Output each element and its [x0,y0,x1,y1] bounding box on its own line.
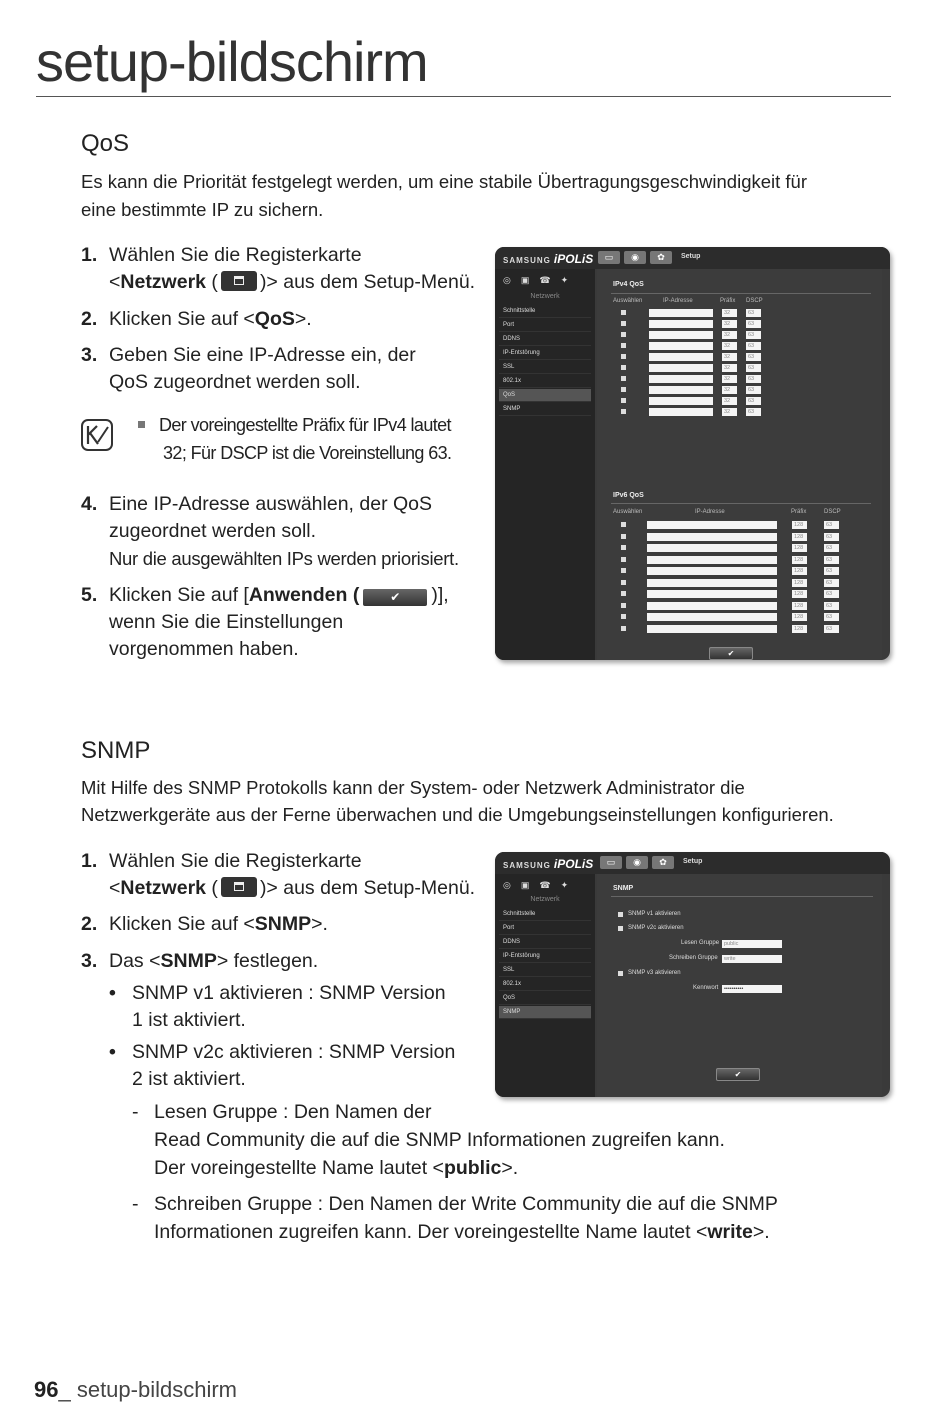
snmp-content [597,874,882,1097]
paren-open: ( [206,877,218,899]
dscp-input[interactable]: 63 [824,567,839,575]
ip-address-input[interactable] [647,533,777,541]
section-divider [611,896,873,897]
qos-content [597,269,882,660]
dash-text-end: >. [501,1157,519,1179]
row-select-checkbox[interactable] [621,568,626,573]
snmp-intro-line1: Mit Hilfe des SNMP Protokolls kann der System- oder Netzwerk Administrator die [81,777,745,798]
nav-group-label: Netzwerk [530,293,560,300]
setup-sidebar [495,874,595,1097]
step-number: 3. [81,344,98,366]
snmp-v3-checkbox[interactable] [618,971,623,976]
row-select-checkbox[interactable] [621,398,626,403]
ip-address-input[interactable] [647,590,777,598]
apply-button-icon: ✔ [363,589,427,606]
snmp-v1-label: SNMP v1 aktivieren [628,911,681,917]
qos-menu-label: QoS [254,308,295,330]
network-tab-icon [221,271,257,291]
prefix-input[interactable]: 32 [722,408,737,416]
step-text: Das < [109,950,161,972]
network-tab-icon [221,877,257,897]
row-select-checkbox[interactable] [621,332,626,337]
page-footer [34,1377,237,1403]
row-select-checkbox[interactable] [621,409,626,414]
setup-gear-icon[interactable]: ✿ [650,251,672,264]
snmp-dash-2 [132,1190,852,1246]
step-text: Wählen Sie die Registerkarte [109,850,362,872]
qos-intro-line1: Es kann die Priorität festgelegt werden, um eine stabile Übertragungsgeschwindigkeit für [81,171,808,192]
snmp-v3-label: SNMP v3 aktivieren [628,970,681,976]
qos-heading: QoS [81,130,130,157]
dash-text: Read Community die auf die SNMP Informationen zugreifen kann. [154,1129,725,1151]
nav-item-ddns[interactable]: DDNS [499,936,591,949]
col-prefix: Präfix [791,509,807,515]
ip-address-input[interactable] [647,521,777,529]
nav-item-ip-filter[interactable]: IP-Entstörung [499,950,591,963]
ip-address-input[interactable] [647,556,777,564]
ip-address-input[interactable] [649,364,713,372]
step-text: Geben Sie eine IP-Adresse ein, der [109,344,416,366]
prefix-input[interactable]: 128 [792,590,807,598]
col-dscp: DSCP [824,509,841,515]
step-text: QoS zugeordnet werden soll. [109,371,361,393]
netzwerk-label: Netzwerk [120,271,207,293]
prefix-input[interactable]: 128 [792,602,807,610]
bullet-text: SNMP v2c aktivieren : SNMP Version [132,1041,456,1063]
snmp-bullet-2 [109,1039,499,1093]
square-bullet-icon [138,421,145,428]
prefix-input[interactable]: 32 [722,397,737,405]
row-select-checkbox[interactable] [621,545,626,550]
dscp-input[interactable]: 63 [746,364,761,372]
bullet-text: 2 ist aktiviert. [132,1068,246,1090]
dscp-input[interactable]: 63 [824,590,839,598]
row-select-checkbox[interactable] [621,557,626,562]
step-number: 2. [81,308,98,330]
step-text-end: )], [431,584,449,606]
setup-label: Setup [683,858,703,865]
write-group-input[interactable]: write [722,955,782,963]
snmp-title: SNMP [613,885,634,892]
ip-address-input[interactable] [649,320,713,328]
row-select-checkbox[interactable] [621,310,626,315]
note-icon [80,418,114,452]
lt-sign: < [109,271,121,293]
apply-button[interactable]: ✔ [716,1068,760,1081]
prefix-input[interactable]: 32 [722,364,737,372]
step-text: wenn Sie die Einstellungen [109,611,344,633]
step-text-end: >. [294,308,312,330]
step-text: Wählen Sie die Registerkarte [109,244,362,266]
col-prefix: Präfix [720,298,736,304]
ip-address-input[interactable] [647,579,777,587]
ip-address-input[interactable] [649,342,713,350]
dscp-input[interactable]: 63 [824,556,839,564]
dscp-input[interactable]: 63 [746,320,761,328]
nav-item-qos[interactable]: QoS [499,992,591,1005]
ip-address-input[interactable] [649,408,713,416]
row-select-checkbox[interactable] [621,522,626,527]
dash-text: Informationen zugreifen kann. Der voreingestellte Name lautet < [154,1221,708,1243]
prefix-input[interactable]: 128 [792,533,807,541]
ip-address-input[interactable] [649,375,713,383]
setup-gear-icon[interactable]: ✿ [652,856,674,869]
prefix-input[interactable]: 32 [722,320,737,328]
row-select-checkbox[interactable] [621,354,626,359]
bullet-dot-icon: • [109,1041,116,1063]
playback-icon[interactable]: ◉ [626,856,648,869]
nav-item-ssl[interactable]: SSL [499,361,591,374]
dash-text-end: >. [752,1221,770,1243]
nav-item-ddns[interactable]: DDNS [499,333,591,346]
nav-item-qos[interactable]: QoS [499,389,591,402]
step-number: 4. [81,493,98,515]
dscp-input[interactable]: 63 [746,309,761,317]
note-text: Der voreingestellte Präfix für IPv4 lautet [159,415,451,435]
ip-address-input[interactable] [647,544,777,552]
nav-item-snmp[interactable]: SNMP [499,1006,591,1019]
nav-item-ip-filter[interactable]: IP-Entstörung [499,347,591,360]
page-number: 96 [34,1377,59,1402]
nav-item-schnittstelle[interactable]: Schnittstelle [499,305,591,318]
dscp-input[interactable]: 63 [746,375,761,383]
dscp-input[interactable]: 63 [746,342,761,350]
row-select-checkbox[interactable] [621,387,626,392]
nav-group-label: Netzwerk [530,896,560,903]
prefix-input[interactable]: 32 [722,375,737,383]
step-text: Klicken Sie auf [ [109,584,249,606]
public-default: public [443,1157,502,1179]
ip-address-input[interactable] [649,331,713,339]
row-select-checkbox[interactable] [621,376,626,381]
prefix-input[interactable]: 32 [722,309,737,317]
step-number: 5. [81,584,98,606]
dscp-input[interactable]: 63 [824,602,839,610]
bullet-text: SNMP v1 aktivieren : SNMP Version [132,982,446,1004]
row-select-checkbox[interactable] [621,365,626,370]
nav-item-8021x[interactable]: 802.1x [499,375,591,388]
snmp-step-3 [81,948,491,975]
dscp-input[interactable]: 63 [746,397,761,405]
snmp-label: SNMP [160,950,217,972]
snmp-menu-label: SNMP [254,913,312,935]
dash-text: Der voreingestellte Name lautet < [154,1157,444,1179]
snmp-step-2 [81,911,491,938]
step-number: 3. [81,950,98,972]
row-select-checkbox[interactable] [621,614,626,619]
dscp-input[interactable]: 63 [824,544,839,552]
step-number: 2. [81,913,98,935]
step-text-after: )> aus dem Setup-Menü. [259,877,476,899]
category-icons: ◎▣☎✦ [503,880,579,890]
qos-screenshot [495,247,890,660]
row-select-checkbox[interactable] [621,343,626,348]
password-label: Kennwort [693,985,719,991]
nav-item-schnittstelle[interactable]: Schnittstelle [499,908,591,921]
qos-step-3 [81,342,491,396]
title-divider [36,96,891,97]
step-text: Nur die ausgewählten IPs werden priorisiert. [109,548,459,569]
prefix-input[interactable]: 128 [792,613,807,621]
snmp-step-1 [81,848,491,902]
apply-button[interactable]: ✔ [709,647,753,660]
ip-address-input[interactable] [647,613,777,621]
step-text-end: > festlegen. [216,950,319,972]
read-group-label: Lesen Gruppe [681,940,720,946]
step-text-end: >. [311,913,328,935]
col-select: Auswählen [613,298,643,304]
dscp-input[interactable]: 63 [746,408,761,416]
snmp-bullet-1 [109,980,499,1034]
dash-text: Lesen Gruppe : Den Namen der [154,1101,432,1123]
qos-step-5 [81,582,501,663]
dash-marker: - [132,1193,139,1215]
row-select-checkbox[interactable] [621,591,626,596]
dscp-input[interactable]: 63 [824,625,839,633]
nav-item-port[interactable]: Port [499,922,591,935]
setup-label: Setup [681,253,701,260]
bullet-dot-icon: • [109,982,116,1004]
col-dscp: DSCP [746,298,763,304]
lt-sign: < [109,877,121,899]
dscp-input[interactable]: 63 [746,353,761,361]
row-select-checkbox[interactable] [621,603,626,608]
dscp-input[interactable]: 63 [824,613,839,621]
dscp-input[interactable]: 63 [824,521,839,529]
apply-label: Anwenden ( [248,584,360,606]
snmp-screenshot [495,852,890,1097]
ip-address-input[interactable] [649,386,713,394]
col-ip: IP-Adresse [695,509,725,515]
prefix-input[interactable]: 128 [792,625,807,633]
setup-sidebar [495,269,595,660]
footer-label: _ setup-bildschirm [58,1377,237,1402]
ip-address-input[interactable] [647,625,777,633]
prefix-input[interactable]: 128 [792,579,807,587]
nav-item-ssl[interactable]: SSL [499,964,591,977]
dscp-input[interactable]: 63 [824,579,839,587]
step-text: zugeordnet werden soll. [109,520,317,542]
category-icons: ◎▣☎✦ [503,275,579,285]
dscp-input[interactable]: 63 [746,386,761,394]
prefix-input[interactable]: 128 [792,544,807,552]
step-text: Klicken Sie auf < [109,913,255,935]
step-number: 1. [81,244,98,266]
snmp-heading: SNMP [81,737,151,764]
step-text-after: )> aus dem Setup-Menü. [259,271,476,293]
ip-address-input[interactable] [647,602,777,610]
snmp-dash-1 [132,1098,852,1182]
prefix-input[interactable]: 128 [792,556,807,564]
prefix-input[interactable]: 32 [722,386,737,394]
step-text: Eine IP-Adresse auswählen, der QoS [109,493,433,515]
qos-intro-line2: eine bestimmte IP zu sichern. [81,199,324,220]
write-group-label: Schreiben Gruppe [669,955,718,961]
section-divider [611,503,871,504]
prefix-input[interactable]: 32 [722,342,737,350]
section-divider [611,293,871,294]
snmp-intro-line2: Netzwerkgeräte aus der Ferne überwachen und die Umgebungseinstellungen konfigurieren. [81,804,834,825]
page-title: setup-bildschirm [36,30,428,93]
ip-address-input[interactable] [649,353,713,361]
samsung-ipolis-logo: SAMSUNG iPOLiS [503,857,594,871]
ip-address-input[interactable] [649,309,713,317]
qos-step-2 [81,306,491,333]
row-select-checkbox[interactable] [621,321,626,326]
password-input[interactable]: •••••••••• [722,985,782,993]
screenshot-topbar [495,852,890,874]
qos-step-1 [81,242,491,296]
dash-marker: - [132,1101,139,1123]
snmp-v1-checkbox[interactable] [618,912,623,917]
ip-address-input[interactable] [649,397,713,405]
col-select: Auswählen [613,509,643,515]
step-text: Klicken Sie auf < [109,308,255,330]
ip-address-input[interactable] [647,567,777,575]
nav-item-8021x[interactable]: 802.1x [499,978,591,991]
screenshot-topbar [495,247,890,269]
row-select-checkbox[interactable] [621,580,626,585]
monitor-icon[interactable]: ▭ [600,856,622,869]
nav-item-port[interactable]: Port [499,319,591,332]
dscp-input[interactable]: 63 [746,331,761,339]
nav-item-snmp[interactable]: SNMP [499,403,591,416]
step-text: vorgenommen haben. [109,638,299,660]
step-number: 1. [81,850,98,872]
prefix-input[interactable]: 32 [722,353,737,361]
row-select-checkbox[interactable] [621,626,626,631]
prefix-input[interactable]: 128 [792,567,807,575]
ipv4-qos-title: IPv4 QoS [613,281,644,288]
note-line-1 [138,411,451,439]
dscp-input[interactable]: 63 [824,533,839,541]
ipv6-qos-title: IPv6 QoS [613,492,644,499]
write-default: write [707,1221,753,1243]
qos-step-4 [81,491,501,572]
bullet-text: 1 ist aktiviert. [132,1009,246,1031]
dash-text: Schreiben Gruppe : Den Namen der Write Community die auf die SNMP [154,1193,778,1215]
col-ip: IP-Adresse [663,298,693,304]
snmp-v2c-label: SNMP v2c aktivieren [628,925,684,931]
paren-open: ( [206,271,218,293]
prefix-input[interactable]: 128 [792,521,807,529]
snmp-v2c-checkbox[interactable] [618,926,623,931]
read-group-input[interactable]: public [722,940,782,948]
note-line-2: 32; Für DSCP ist die Voreinstellung 63. [163,443,452,463]
samsung-ipolis-logo: SAMSUNG iPOLiS [503,252,594,266]
row-select-checkbox[interactable] [621,534,626,539]
playback-icon[interactable]: ◉ [624,251,646,264]
netzwerk-label: Netzwerk [120,877,207,899]
monitor-icon[interactable]: ▭ [598,251,620,264]
prefix-input[interactable]: 32 [722,331,737,339]
